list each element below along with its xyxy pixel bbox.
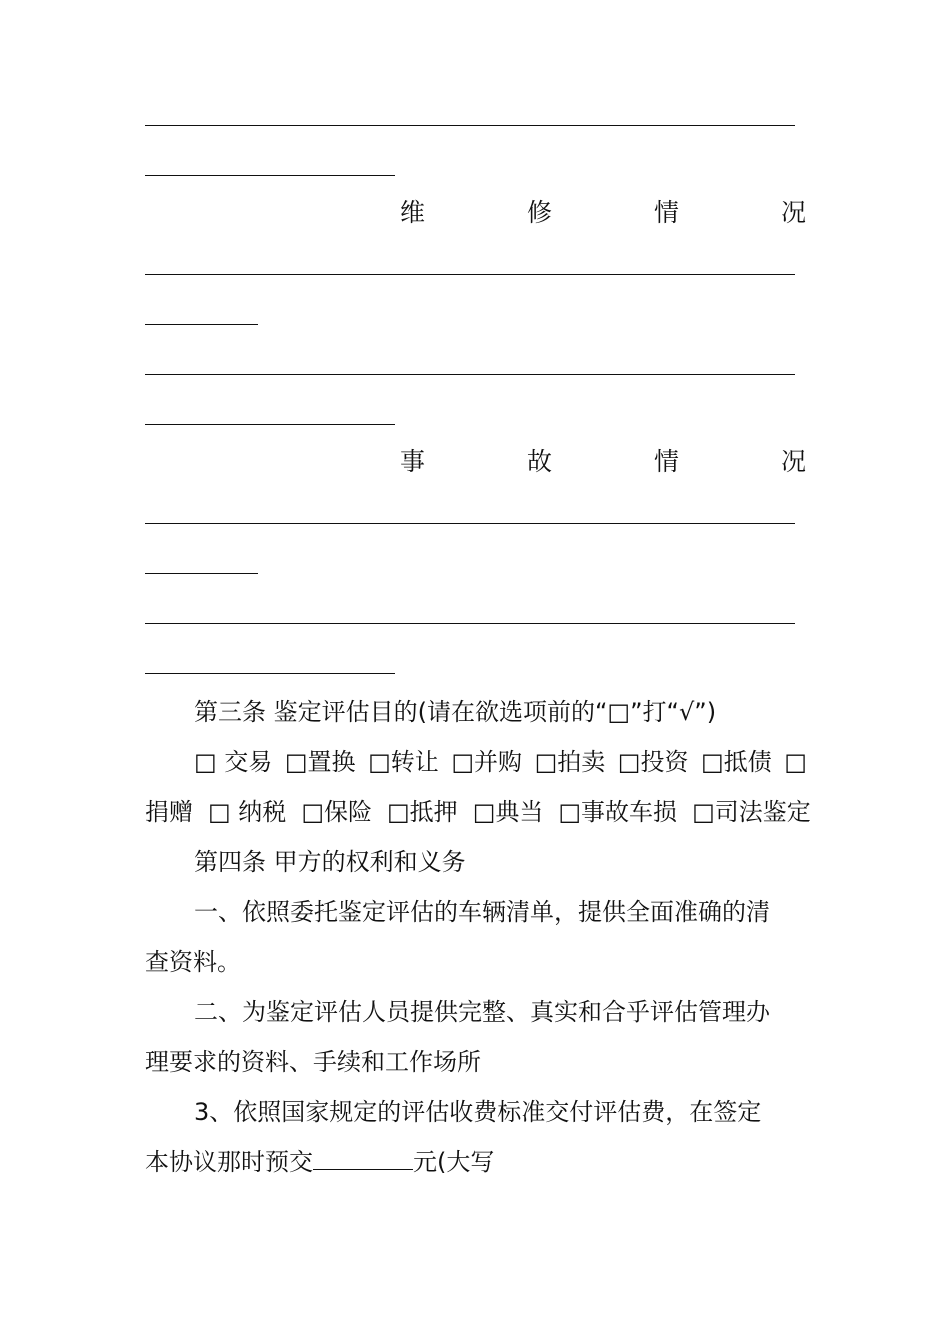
item3-suffix: 元(大写 <box>413 1148 495 1176</box>
heading-char: 事 <box>400 447 426 476</box>
option-checkbox[interactable]: □ 纳税 <box>208 798 287 826</box>
option-checkbox[interactable]: □抵押 <box>387 798 458 826</box>
article4-item1-cont: 查资料。 <box>145 948 241 976</box>
article4-item3: 3、依照国家规定的评估收费标准交付评估费，在签定 <box>194 1098 762 1126</box>
article3-title: 第三条 鉴定评估目的(请在欲选项前的“□”打“√”) <box>194 698 717 726</box>
option-checkbox[interactable]: □ <box>784 748 807 776</box>
article4-item3-cont <box>145 1147 807 1177</box>
option-checkbox[interactable]: □司法鉴定 <box>692 798 811 826</box>
article4-title: 第四条 甲方的权利和义务 <box>194 848 466 876</box>
prepayment-amount-blank[interactable] <box>313 1147 413 1170</box>
blank-line <box>145 673 395 674</box>
blank-line <box>145 175 395 176</box>
accident-heading <box>400 447 806 477</box>
purpose-options-row1 <box>194 747 807 777</box>
option-checkbox[interactable]: □转让 <box>368 748 439 776</box>
blank-line <box>145 274 795 275</box>
heading-char: 况 <box>780 198 806 227</box>
blank-line <box>145 374 795 375</box>
option-checkbox[interactable]: □典当 <box>472 798 544 826</box>
option-checkbox[interactable]: 捐赠 <box>145 798 193 826</box>
blank-line <box>145 125 795 126</box>
heading-char: 情 <box>653 447 679 476</box>
article4-item2: 二、为鉴定评估人员提供完整、真实和合乎评估管理办 <box>194 998 770 1026</box>
blank-line <box>145 573 258 574</box>
blank-line <box>145 523 795 524</box>
item3-prefix: 本协议那时预交 <box>145 1148 313 1176</box>
purpose-options-row2 <box>145 797 811 827</box>
option-checkbox[interactable]: □事故车损 <box>558 798 678 826</box>
option-checkbox[interactable]: □拍卖 <box>534 748 606 776</box>
option-checkbox[interactable]: □置换 <box>284 748 356 776</box>
heading-char: 故 <box>526 447 552 476</box>
blank-line <box>145 324 258 325</box>
article4-item2-cont: 理要求的资料、手续和工作场所 <box>145 1048 481 1076</box>
option-checkbox[interactable]: □ 交易 <box>194 748 273 776</box>
heading-char: 修 <box>526 198 552 227</box>
option-checkbox[interactable]: □抵债 <box>701 748 772 776</box>
article4-item1: 一、依照委托鉴定评估的车辆清单，提供全面准确的清 <box>194 898 770 926</box>
option-checkbox[interactable]: □投资 <box>617 748 689 776</box>
option-checkbox[interactable]: □保险 <box>301 798 372 826</box>
heading-char: 维 <box>400 198 426 227</box>
heading-char: 情 <box>653 198 679 227</box>
heading-char: 况 <box>780 447 806 476</box>
option-checkbox[interactable]: □并购 <box>451 748 523 776</box>
blank-line <box>145 424 395 425</box>
blank-line <box>145 623 795 624</box>
maintenance-heading <box>400 198 806 228</box>
